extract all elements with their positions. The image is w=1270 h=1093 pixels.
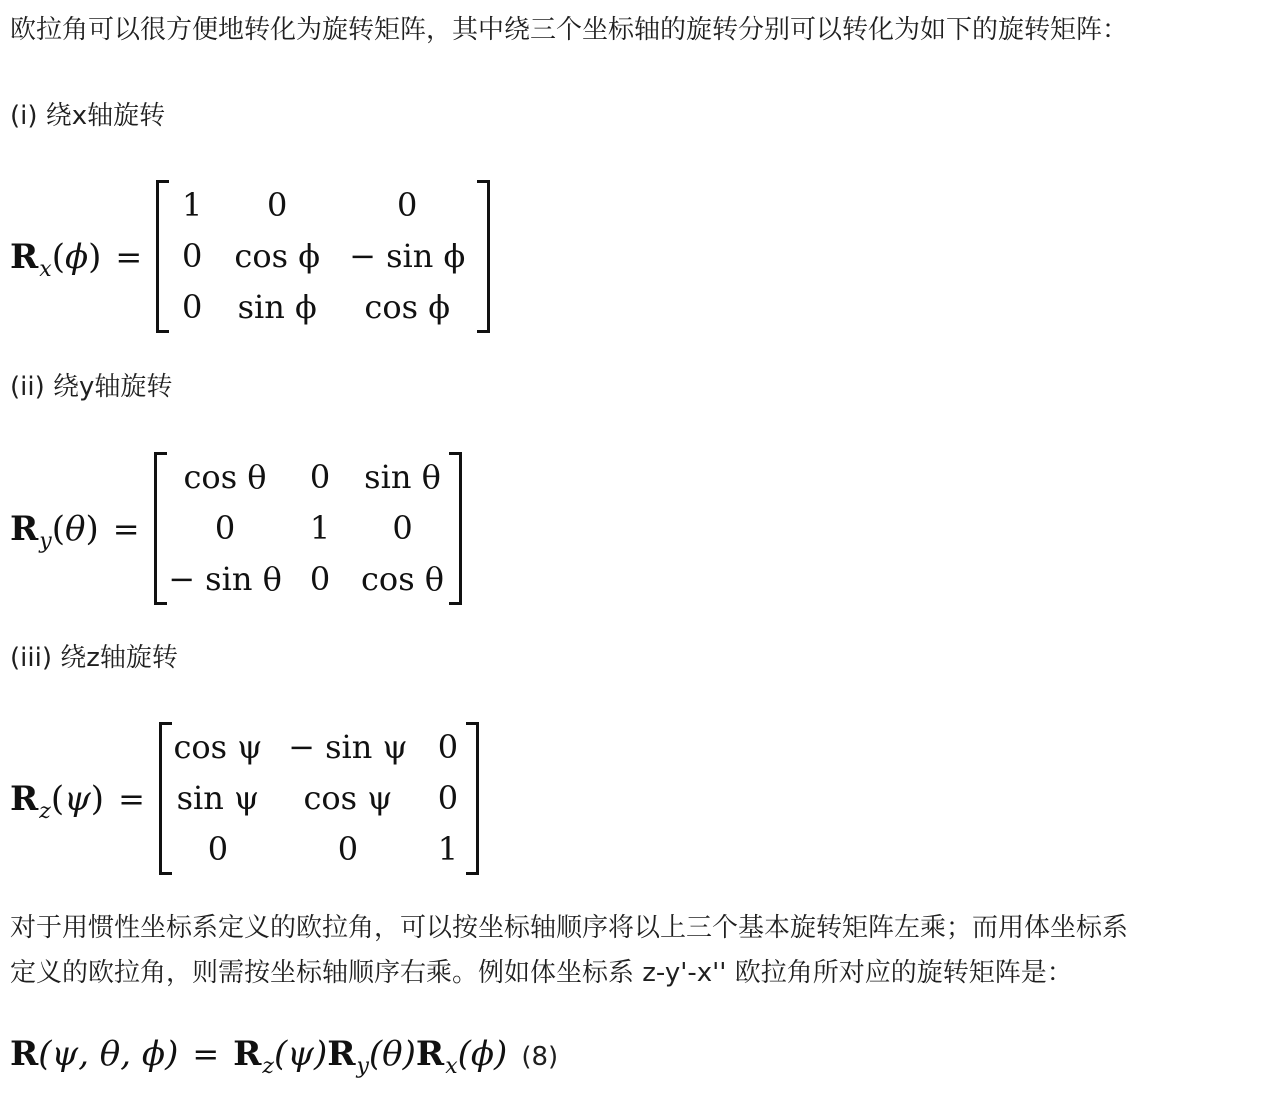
section-heading-z: (iii) 绕z轴旋转 — [10, 643, 178, 673]
rotation-y-matrix — [154, 452, 462, 605]
rotation-y-equation — [10, 452, 462, 605]
matrix-cell: 1 — [182, 186, 203, 224]
matrix-cell: 0 — [397, 186, 418, 224]
matrix-cell: 0 — [437, 779, 459, 817]
rotation-x-matrix — [156, 180, 490, 333]
matrix-cell: 0 — [309, 560, 331, 598]
intro-paragraph: 欧拉角可以很方便地转化为旋转矩阵，其中绕三个坐标轴的旋转分别可以转化为如下的旋转矩阵： — [10, 15, 1129, 45]
equation-number: (8) — [521, 1042, 559, 1072]
section-heading-y: (ii) 绕y轴旋转 — [10, 372, 173, 402]
rotation-y-lhs: R y ( θ ) = — [10, 508, 140, 554]
matrix-cell: − sin ψ — [288, 728, 408, 766]
matrix-cell: sin ϕ — [237, 288, 317, 326]
matrix-cell: 0 — [337, 830, 359, 868]
matrix-cell: sin ψ — [176, 779, 260, 817]
matrix-cell: − sin θ — [168, 560, 282, 598]
matrix-cell: cos θ — [361, 560, 445, 598]
matrix-cell: sin θ — [364, 458, 441, 496]
final-equation: R (ψ, θ, ϕ) = R z (ψ) R y (θ) R x (ϕ) (8) — [10, 1034, 559, 1079]
paragraph-2-line-2: 定义的欧拉角，则需按坐标轴顺序右乘。例如体坐标系 z-y'-x'' 欧拉角所对应的旋转矩阵是： — [10, 958, 1073, 988]
final-args: (ψ, θ, ϕ) — [38, 1034, 179, 1074]
matrix-cell: − sin ϕ — [349, 237, 466, 275]
matrix-cell: cos ψ — [173, 728, 263, 766]
rotation-x-lhs: R x ( ϕ ) = — [10, 236, 143, 282]
matrix-cell: cos ψ — [303, 779, 393, 817]
matrix-cell: cos ϕ — [234, 237, 321, 275]
rotation-z-lhs: R z ( ψ ) = — [10, 778, 145, 824]
rotation-z-matrix — [159, 722, 479, 875]
rotation-z-equation — [10, 722, 479, 875]
matrix-cell: 1 — [309, 509, 331, 547]
matrix-cell: 0 — [309, 458, 331, 496]
matrix-cell: 0 — [182, 288, 203, 326]
section-heading-x: (i) 绕x轴旋转 — [10, 101, 166, 131]
matrix-cell: 0 — [437, 728, 459, 766]
rotation-x-equation — [10, 180, 490, 333]
matrix-cell: 1 — [437, 830, 459, 868]
matrix-cell: cos θ — [183, 458, 267, 496]
paragraph-2-line-1: 对于用惯性坐标系定义的欧拉角，可以按坐标轴顺序将以上三个基本旋转矩阵左乘；而用体坐标系 — [10, 913, 1129, 943]
matrix-cell: 0 — [267, 186, 288, 224]
matrix-cell: cos ϕ — [364, 288, 451, 326]
matrix-cell: 0 — [392, 509, 413, 547]
matrix-cell: 0 — [214, 509, 236, 547]
matrix-cell: 0 — [207, 830, 229, 868]
matrix-cell: 0 — [182, 237, 203, 275]
